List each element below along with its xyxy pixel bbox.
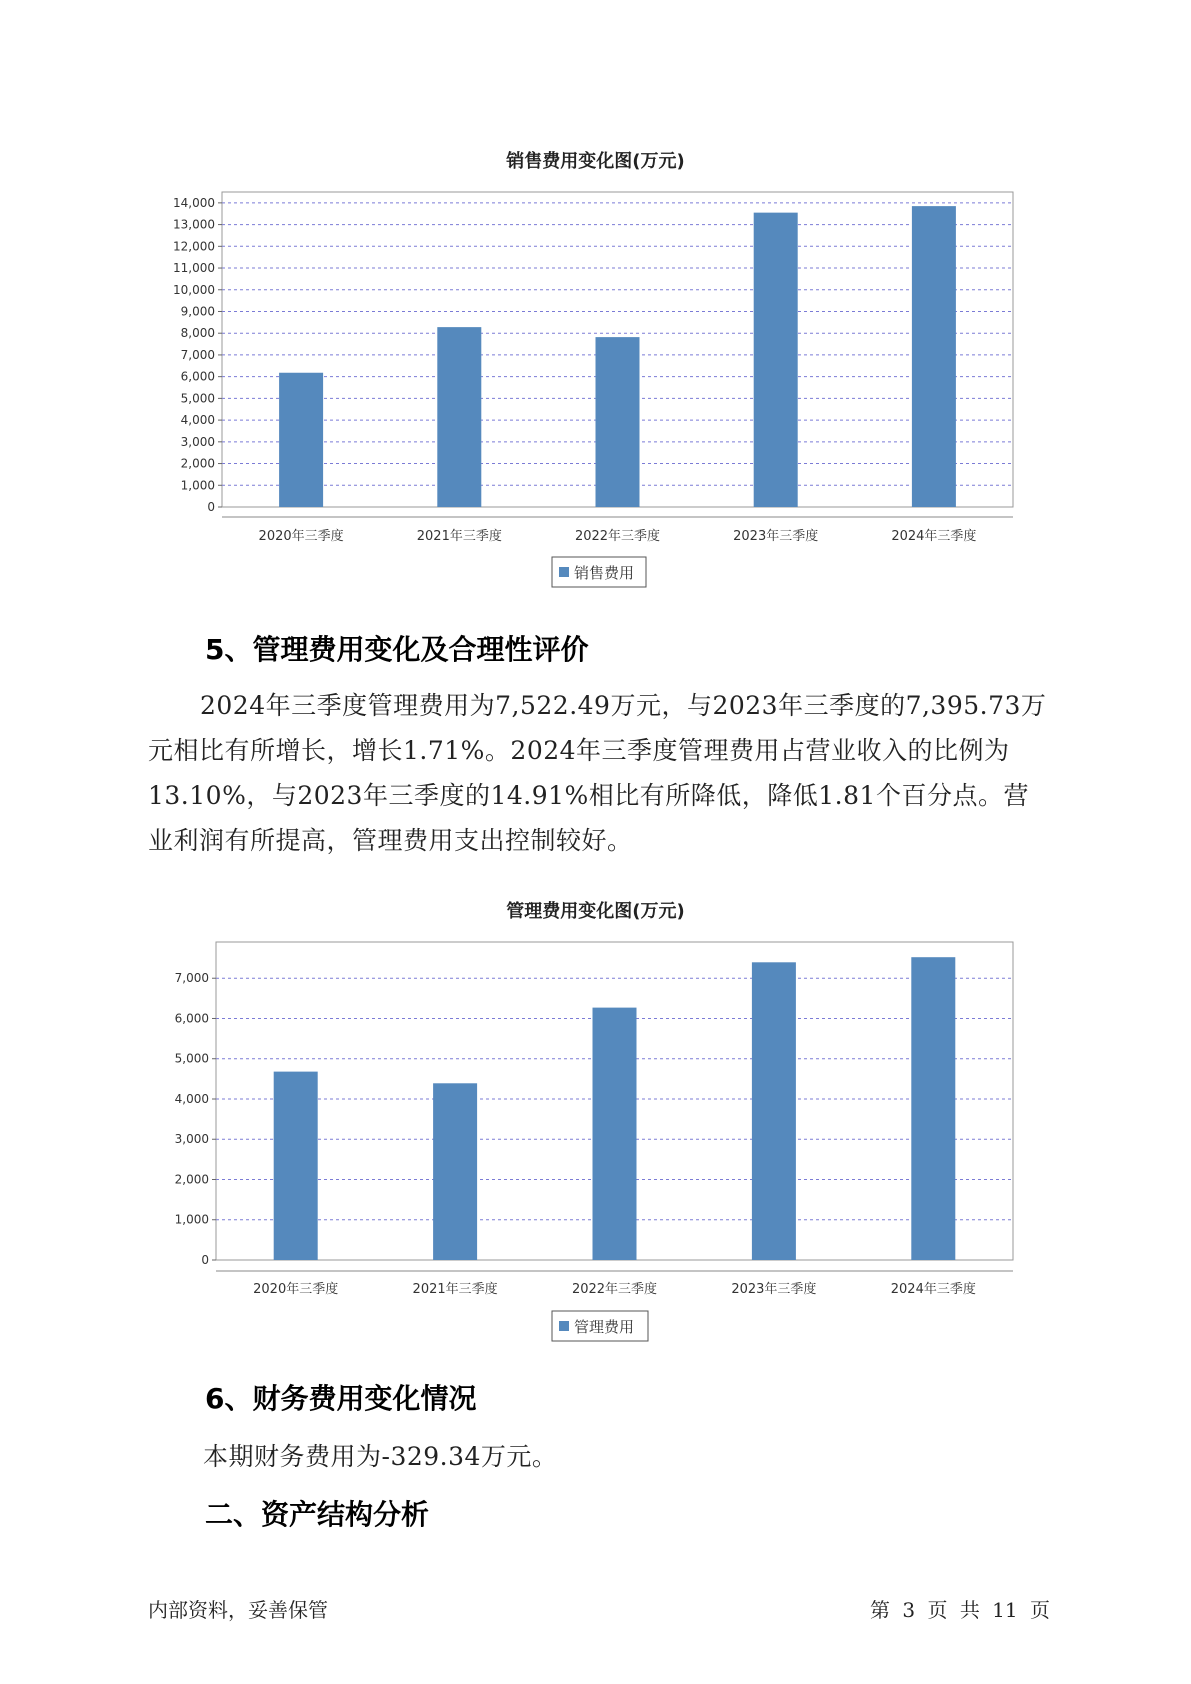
y-tick-label: 10,000 bbox=[173, 282, 215, 297]
section6-paragraph: 本期财务费用为-329.34万元。 bbox=[203, 1442, 558, 1471]
x-tick-label: 2022年三季度 bbox=[574, 529, 661, 544]
y-tick-label: 6,000 bbox=[174, 1011, 209, 1026]
y-tick-label: 2,000 bbox=[174, 1172, 209, 1187]
x-tick-label: 2023年三季度 bbox=[731, 1282, 817, 1297]
bar bbox=[593, 1008, 637, 1260]
x-tick-label: 2021年三季度 bbox=[412, 1282, 498, 1297]
y-tick-label: 6,000 bbox=[180, 369, 215, 384]
bar bbox=[433, 1083, 477, 1260]
y-tick-label: 14,000 bbox=[173, 195, 215, 210]
y-tick-label: 1,000 bbox=[180, 478, 215, 493]
section5-heading: 5、管理费用变化及合理性评价 bbox=[205, 633, 589, 666]
y-tick-label: 7,000 bbox=[174, 971, 209, 986]
y-tick-label: 5,000 bbox=[180, 391, 215, 406]
bar bbox=[752, 962, 796, 1260]
x-tick-label: 2020年三季度 bbox=[258, 529, 344, 544]
y-tick-label: 3,000 bbox=[180, 434, 215, 449]
x-tick-label: 2022年三季度 bbox=[571, 1282, 658, 1297]
y-tick-label: 12,000 bbox=[173, 239, 215, 254]
y-tick-label: 3,000 bbox=[174, 1132, 209, 1147]
legend-label: 管理费用 bbox=[574, 1318, 635, 1336]
footer-confidential-note: 内部资料，妥善保管 bbox=[148, 1598, 328, 1622]
y-tick-label: 5,000 bbox=[174, 1051, 209, 1066]
section5-paragraph: 2024年三季度管理费用为7,522.49万元，与2023年三季度的7,395.73万元相比有所增长，增长1.71%。2024年三季度管理费用占营业收入的比例为13.10%，与2023年三季度的14.91%相比有所降低，降低1.81个百分点。营业利润有所提高，管理费用支出控制较好。 bbox=[148, 691, 1047, 855]
y-tick-label: 1,000 bbox=[174, 1212, 209, 1227]
section6-heading: 6、财务费用变化情况 bbox=[205, 1382, 477, 1415]
legend bbox=[552, 1311, 648, 1341]
y-tick-label: 8,000 bbox=[180, 326, 215, 341]
y-tick-label: 4,000 bbox=[180, 413, 215, 428]
legend-swatch bbox=[559, 1321, 569, 1331]
y-tick-label: 0 bbox=[201, 1253, 209, 1267]
x-tick-label: 2020年三季度 bbox=[253, 1282, 339, 1297]
section-two-heading: 二、资产结构分析 bbox=[205, 1498, 430, 1531]
y-tick-label: 11,000 bbox=[173, 261, 215, 276]
x-tick-label: 2023年三季度 bbox=[733, 529, 819, 544]
y-tick-label: 13,000 bbox=[173, 217, 215, 232]
x-tick-label: 2021年三季度 bbox=[416, 529, 502, 544]
y-tick-label: 0 bbox=[207, 500, 215, 514]
y-tick-label: 9,000 bbox=[180, 304, 215, 319]
y-tick-label: 4,000 bbox=[174, 1091, 209, 1106]
footer-page-number: 第 3 页 共 11 页 bbox=[870, 1598, 1050, 1622]
y-tick-label: 2,000 bbox=[180, 456, 215, 471]
admin-expense-chart-title: 管理费用变化图(万元) bbox=[506, 901, 685, 922]
bar bbox=[274, 1072, 318, 1260]
y-tick-label: 7,000 bbox=[180, 347, 215, 362]
legend-label: 销售费用 bbox=[574, 564, 635, 582]
bar bbox=[911, 957, 955, 1260]
x-tick-label: 2024年三季度 bbox=[890, 1282, 976, 1297]
x-tick-label: 2024年三季度 bbox=[891, 529, 977, 544]
sales-expense-chart-title: 销售费用变化图(万元) bbox=[506, 151, 685, 172]
